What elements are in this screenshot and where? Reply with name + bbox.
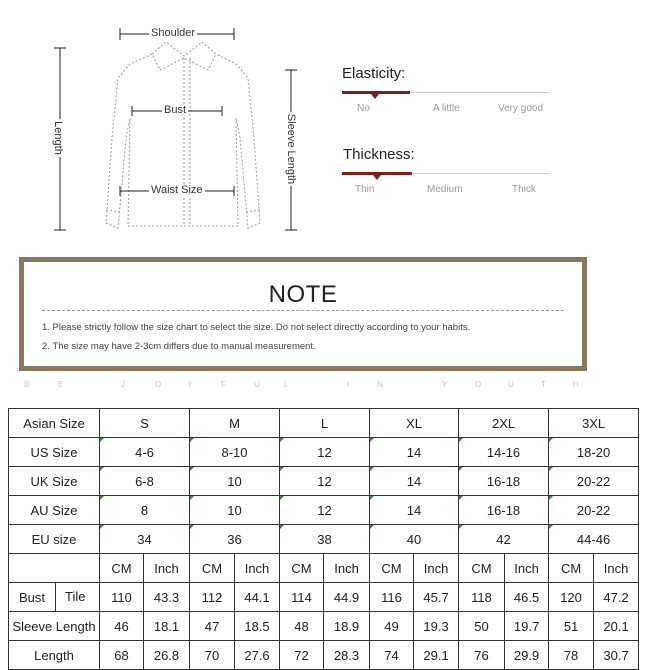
size-cell: 42 <box>459 525 549 554</box>
row-label: Asian Size <box>9 409 100 438</box>
size-cell: 3XL <box>549 409 639 438</box>
measurement-cell: 49 <box>370 612 414 641</box>
size-cell: M <box>190 409 280 438</box>
table-row <box>9 438 639 467</box>
measurement-cell: 45.7 <box>414 583 459 612</box>
sleeve-length-label: Sleeve Length <box>285 113 298 185</box>
measurement-cell: 118 <box>459 583 505 612</box>
tagline-letter: H <box>573 380 579 389</box>
measurement-cell: 27.6 <box>235 641 280 670</box>
size-cell: 14 <box>370 496 459 525</box>
row-label-divider <box>55 583 56 611</box>
size-cell: XL <box>370 409 459 438</box>
size-cell: 38 <box>280 525 370 554</box>
tagline-letter: O <box>475 380 482 389</box>
size-cell: 12 <box>280 467 370 496</box>
elasticity-option-a-little: A little <box>433 103 460 114</box>
tagline-letter: B <box>24 380 30 389</box>
note-line-2: 2. The size may have 2-3cm differs due to manual measurement. <box>42 341 316 352</box>
thickness-option-thick: Thick <box>512 184 536 195</box>
thickness-title: Thickness: <box>343 146 415 163</box>
row-label: AU Size <box>9 496 100 525</box>
measurement-cell: 46 <box>100 612 144 641</box>
unit-cm-header: CM <box>280 554 324 583</box>
size-cell: 12 <box>280 496 370 525</box>
size-cell: 14-16 <box>459 438 549 467</box>
measurement-cell: 48 <box>280 612 324 641</box>
unit-inch-header: Inch <box>324 554 370 583</box>
size-chart-body <box>9 409 639 670</box>
measurement-cell: 19.3 <box>414 612 459 641</box>
table-row <box>9 641 639 670</box>
measurement-cell: 46.5 <box>505 583 549 612</box>
note-line-1: 1. Please strictly follow the size chart to select the size. Do not select directly according to your habits. <box>42 322 471 333</box>
size-cell: 10 <box>190 467 280 496</box>
row-label: Sleeve Length <box>9 612 100 641</box>
unit-inch-header: Inch <box>594 554 639 583</box>
table-row <box>9 409 639 438</box>
measurement-cell: 20.1 <box>594 612 639 641</box>
unit-cm-header: CM <box>549 554 594 583</box>
measurement-cell: 26.8 <box>144 641 190 670</box>
waist-label: Waist Size <box>151 184 203 196</box>
size-cell: 36 <box>190 525 280 554</box>
size-cell: 14 <box>370 467 459 496</box>
unit-inch-header: Inch <box>144 554 190 583</box>
tagline-letter: Y <box>187 380 193 389</box>
measurement-cell: 68 <box>100 641 144 670</box>
tagline-letter: L <box>284 380 289 389</box>
tagline-letter: I <box>347 380 350 389</box>
measurement-cell: 47 <box>190 612 235 641</box>
size-cell: 44-46 <box>549 525 639 554</box>
unit-inch-header: Inch <box>414 554 459 583</box>
measurement-cell: 70 <box>190 641 235 670</box>
size-chart-table <box>8 408 639 670</box>
length-label: Length <box>51 121 64 155</box>
measurement-cell: 112 <box>190 583 235 612</box>
row-label: EU size <box>9 525 100 554</box>
size-cell: 16-18 <box>459 467 549 496</box>
measurement-cell: 18.5 <box>235 612 280 641</box>
units-row <box>9 554 639 583</box>
unit-cm-header: CM <box>190 554 235 583</box>
size-cell: 20-22 <box>549 467 639 496</box>
shoulder-label: Shoulder <box>151 27 196 39</box>
measurement-cell: 18.9 <box>324 612 370 641</box>
row-label-sub: Tile <box>65 589 86 604</box>
shirt-outline-icon <box>48 18 310 240</box>
size-cell: L <box>280 409 370 438</box>
unit-cm-header: CM <box>370 554 414 583</box>
size-cell: 20-22 <box>549 496 639 525</box>
tagline-letter: U <box>254 380 260 389</box>
row-label: US Size <box>9 438 100 467</box>
tagline-letter: U <box>508 380 514 389</box>
units-row-blank <box>9 554 100 583</box>
size-cell: 18-20 <box>549 438 639 467</box>
measurement-cell: 114 <box>280 583 324 612</box>
measurement-cell: 76 <box>459 641 505 670</box>
measurement-cell: 78 <box>549 641 594 670</box>
measurement-cell: 72 <box>280 641 324 670</box>
measurement-cell: 74 <box>370 641 414 670</box>
row-label: Length <box>9 641 100 670</box>
size-cell: 8-10 <box>190 438 280 467</box>
measurement-cell: 44.9 <box>324 583 370 612</box>
measurement-cell: 50 <box>459 612 505 641</box>
size-cell: S <box>100 409 190 438</box>
measurement-cell: 110 <box>100 583 144 612</box>
thickness-option-thin: Thin <box>355 184 375 195</box>
note-title: NOTE <box>268 281 338 308</box>
tagline-letter: F <box>221 380 226 389</box>
measurement-cell: 116 <box>370 583 414 612</box>
tagline-letter: E <box>58 380 64 389</box>
table-row <box>9 525 639 554</box>
unit-cm-header: CM <box>100 554 144 583</box>
size-cell: 8 <box>100 496 190 525</box>
garment-diagram <box>48 18 310 240</box>
note-box <box>19 257 587 371</box>
size-cell: 12 <box>280 438 370 467</box>
measurement-cell: 28.3 <box>324 641 370 670</box>
size-cell: 2XL <box>459 409 549 438</box>
elasticity-marker-icon <box>371 94 379 99</box>
bust-label: Bust <box>164 104 187 116</box>
tagline-letter: N <box>377 380 383 389</box>
thickness-marker-icon <box>373 175 381 180</box>
thickness-option-medium: Medium <box>427 184 463 195</box>
measurement-cell: 18.1 <box>144 612 190 641</box>
measurement-cell: 51 <box>549 612 594 641</box>
unit-inch-header: Inch <box>505 554 549 583</box>
unit-inch-header: Inch <box>235 554 280 583</box>
measurement-cell: 29.9 <box>505 641 549 670</box>
row-label <box>9 583 100 612</box>
elasticity-title: Elasticity: <box>342 65 406 82</box>
unit-cm-header: CM <box>459 554 505 583</box>
elasticity-option-no: No <box>357 103 370 114</box>
measurement-cell: 29.1 <box>414 641 459 670</box>
size-cell: 10 <box>190 496 280 525</box>
tagline-letter: J <box>121 380 125 389</box>
size-cell: 34 <box>100 525 190 554</box>
row-label-main: Bust <box>19 589 46 605</box>
tagline-letter: T <box>541 380 546 389</box>
size-cell: 14 <box>370 438 459 467</box>
size-cell: 40 <box>370 525 459 554</box>
measurement-cell: 47.2 <box>594 583 639 612</box>
measurement-cell: 19.7 <box>505 612 549 641</box>
measurement-cell: 44.1 <box>235 583 280 612</box>
tagline-letter: Y <box>442 380 448 389</box>
size-cell: 16-18 <box>459 496 549 525</box>
table-row <box>9 496 639 525</box>
size-cell: 4-6 <box>100 438 190 467</box>
table-row <box>9 612 639 641</box>
row-label: UK Size <box>9 467 100 496</box>
elasticity-option-very-good: Very good <box>498 103 544 114</box>
tagline-letter: O <box>155 380 162 389</box>
size-cell: 6-8 <box>100 467 190 496</box>
measurement-cell: 30.7 <box>594 641 639 670</box>
measurement-cell: 120 <box>549 583 594 612</box>
measurement-cell: 43.3 <box>144 583 190 612</box>
table-row <box>9 467 639 496</box>
note-divider <box>42 310 564 311</box>
table-row <box>9 583 639 612</box>
